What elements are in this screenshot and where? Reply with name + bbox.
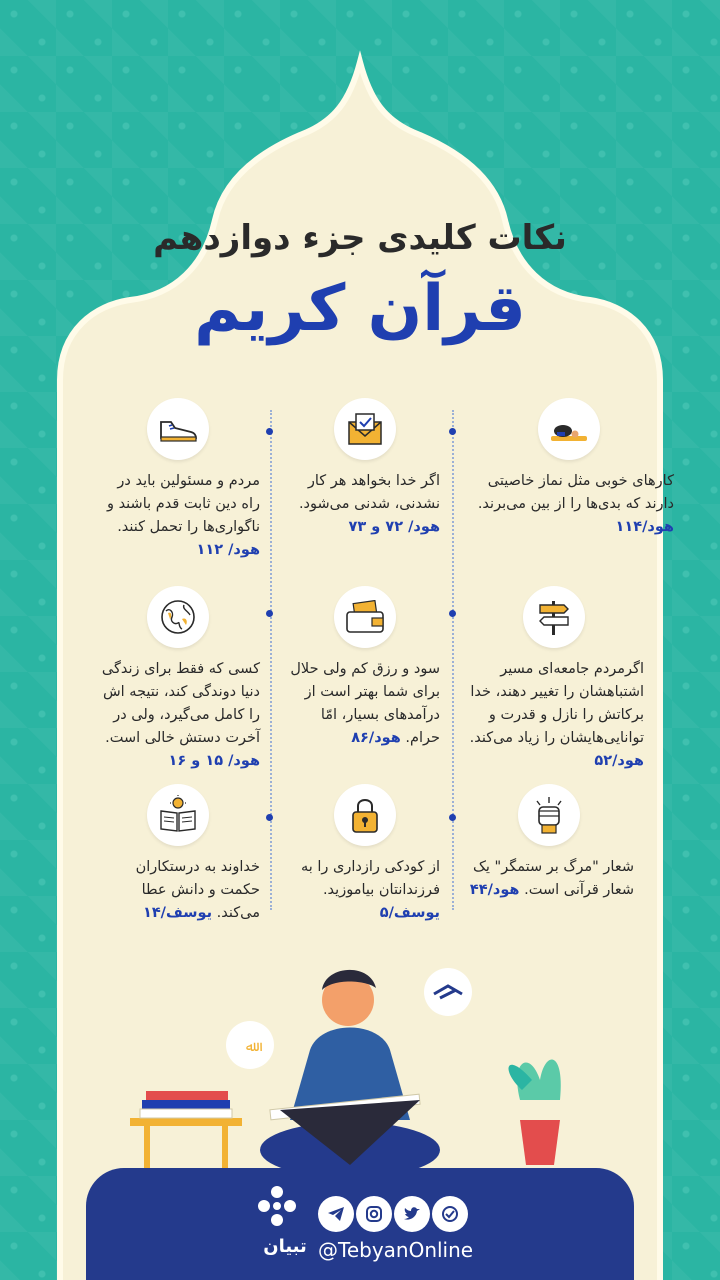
tip-card <box>96 586 260 773</box>
signpost-icon <box>523 586 585 648</box>
twitter-icon[interactable] <box>394 1196 430 1232</box>
fist-icon <box>518 784 580 846</box>
tip-text: اگر خدا بخواهد هر کار نشدنی، شدنی می‌شود. <box>298 473 440 512</box>
envelope-check-icon <box>334 398 396 460</box>
tip-card <box>96 784 260 925</box>
tip-reference: هود/۸۶ <box>351 730 401 746</box>
tip-reference: یوسف/۱۴ <box>142 905 213 921</box>
tip-reference: هود/ ۱۱۲ <box>196 542 260 558</box>
tip-text: کسی که فقط برای زندگی دنیا دوندگی کند، نتیجه اش را کامل می‌گیرد، ولی در آخرت دستش خالی است. <box>101 661 260 746</box>
divider-dot <box>449 814 456 821</box>
tick-icon[interactable] <box>432 1196 468 1232</box>
tip-text: مردم و مسئولین باید در راه دین ثابت قدم باشند و ناگواری‌ها را تحمل کنند. <box>106 473 260 535</box>
tip-text: کارهای خوبی مثل نماز خاصیتی دارند که بدی‌ها را از بین می‌برند. <box>477 473 674 512</box>
tip-card <box>290 784 440 925</box>
tip-reference: یوسف/۵ <box>379 905 440 921</box>
tip-card <box>96 398 260 562</box>
telegram-icon[interactable] <box>318 1196 354 1232</box>
tip-text: از کودکی رازداری را به فرزندانتان بیاموزید. <box>300 859 440 898</box>
tebyan-logo-icon <box>252 1184 302 1230</box>
page-title: قرآن کریم <box>194 272 526 346</box>
book-idea-icon <box>147 784 209 846</box>
social-handle[interactable]: @TebyanOnline <box>318 1238 474 1262</box>
tip-text: سود و رزق کم ولی حلال برای شما بهتر است از درآمدهای بسیار، امّا حرام. <box>290 661 440 746</box>
tip-card <box>290 586 440 750</box>
prayer-icon <box>538 398 600 460</box>
divider-dot <box>266 428 273 435</box>
tip-text: خداوند به درستکاران حکمت و دانش عطا می‌کند. <box>135 859 260 921</box>
wallet-icon <box>334 586 396 648</box>
tip-text: شعار "مرگ بر ستمگر" یک شعار قرآنی است. <box>472 859 634 898</box>
divider-dot <box>266 610 273 617</box>
tip-reference: هود/ ۷۲ و ۷۳ <box>348 519 440 535</box>
padlock-icon <box>334 784 396 846</box>
tip-reference: هود/ ۱۵ و ۱۶ <box>168 753 260 769</box>
svg-text:ﷲ: ﷲ <box>245 1039 255 1055</box>
tip-reference: هود/۴۴ <box>469 882 520 898</box>
sneaker-icon <box>147 398 209 460</box>
tip-card <box>464 398 674 539</box>
globe-icon <box>147 586 209 648</box>
reading-man-illustration <box>120 950 600 1180</box>
tip-card <box>464 784 634 902</box>
divider-dot <box>449 428 456 435</box>
tip-card <box>290 398 440 539</box>
divider-dot <box>449 610 456 617</box>
brand-name: تبیان <box>263 1236 307 1257</box>
column-divider <box>270 410 272 910</box>
tip-reference: هود/۵۲ <box>594 753 644 769</box>
divider-dot <box>266 814 273 821</box>
tip-reference: هود/۱۱۴ <box>615 519 674 535</box>
subtitle: نکات کلیدی جزء دوازدهم <box>153 218 567 258</box>
column-divider <box>452 410 454 910</box>
tip-text: اگرمردم جامعه‌ای مسیر اشتباهشان را تغییر دهند، خدا برکاتش را نازل و قدرت و توانایی‌هایشان را زیاد می‌کند. <box>469 661 644 746</box>
instagram-icon[interactable] <box>356 1196 392 1232</box>
tip-card <box>464 586 644 773</box>
